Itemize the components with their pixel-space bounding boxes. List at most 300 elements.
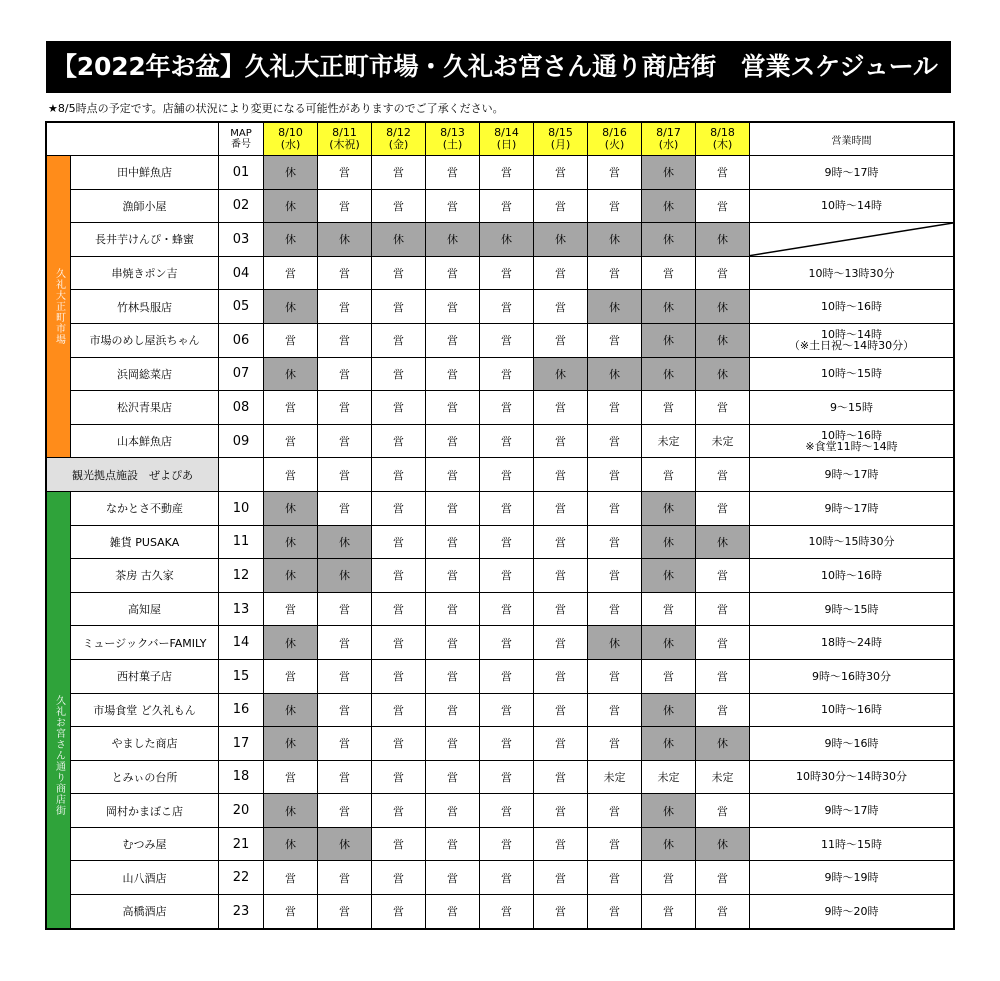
status-cell: 営 xyxy=(426,189,480,223)
status-cell: 営 xyxy=(480,458,534,492)
status-cell: 休 xyxy=(696,827,750,861)
status-cell: 営 xyxy=(480,693,534,727)
status-cell: 未定 xyxy=(696,424,750,458)
status-cell: 営 xyxy=(372,727,426,761)
status-cell: 営 xyxy=(372,391,426,425)
status-cell: 営 xyxy=(480,391,534,425)
table-row xyxy=(47,256,954,290)
date-header: 8/13 (土) xyxy=(426,123,480,156)
shop-name: むつみ屋 xyxy=(71,827,219,861)
status-cell: 休 xyxy=(318,559,372,593)
group-label-market xyxy=(47,156,71,458)
hours-line: 10時～14時 xyxy=(821,199,882,213)
status-cell: 営 xyxy=(588,156,642,190)
status-cell: 休 xyxy=(696,525,750,559)
status-cell: 営 xyxy=(426,525,480,559)
status-cell: 休 xyxy=(696,727,750,761)
status-cell: 営 xyxy=(696,391,750,425)
status-cell: 営 xyxy=(318,491,372,525)
map-number: 02 xyxy=(219,189,264,223)
status-cell: 営 xyxy=(588,659,642,693)
status-cell: 営 xyxy=(318,659,372,693)
status-cell: 営 xyxy=(480,290,534,324)
hours-line: 9時～17時 xyxy=(824,165,879,179)
business-hours xyxy=(750,794,954,828)
status-cell: 営 xyxy=(426,323,480,357)
table-row xyxy=(47,189,954,223)
status-cell: 休 xyxy=(696,357,750,391)
status-cell: 営 xyxy=(534,861,588,895)
status-cell: 営 xyxy=(426,491,480,525)
status-cell: 営 xyxy=(588,895,642,929)
map-number: 09 xyxy=(219,424,264,458)
status-cell: 営 xyxy=(264,424,318,458)
status-cell: 営 xyxy=(696,256,750,290)
schedule-table xyxy=(46,122,954,929)
status-cell: 営 xyxy=(534,525,588,559)
business-hours-none xyxy=(750,223,954,257)
shop-name: 田中鮮魚店 xyxy=(71,156,219,190)
status-cell: 休 xyxy=(264,491,318,525)
business-hours xyxy=(750,559,954,593)
shop-name: 岡村かまぼこ店 xyxy=(71,794,219,828)
status-cell: 営 xyxy=(426,458,480,492)
hours-line: ※食堂11時～14時 xyxy=(805,440,898,454)
status-cell: 営 xyxy=(372,559,426,593)
status-cell: 営 xyxy=(264,391,318,425)
status-cell: 営 xyxy=(696,895,750,929)
status-cell: 休 xyxy=(264,189,318,223)
business-hours xyxy=(750,256,954,290)
status-cell: 営 xyxy=(264,256,318,290)
status-cell: 営 xyxy=(588,458,642,492)
map-number: 01 xyxy=(219,156,264,190)
business-hours xyxy=(750,189,954,223)
table-row xyxy=(47,391,954,425)
business-hours xyxy=(750,693,954,727)
status-cell: 営 xyxy=(534,256,588,290)
shop-name: 長井芋けんぴ・蜂蜜 xyxy=(71,223,219,257)
status-cell: 営 xyxy=(372,659,426,693)
status-cell: 営 xyxy=(642,458,696,492)
status-cell: 営 xyxy=(372,424,426,458)
status-cell: 営 xyxy=(534,156,588,190)
hours-line: 10時～16時 xyxy=(821,568,882,582)
status-cell: 休 xyxy=(642,290,696,324)
hours-line: 9時～17時 xyxy=(824,468,879,482)
status-cell: 営 xyxy=(426,760,480,794)
map-number: 18 xyxy=(219,760,264,794)
status-cell: 営 xyxy=(318,156,372,190)
status-cell: 営 xyxy=(696,559,750,593)
hours-line: 10時～13時30分 xyxy=(808,266,895,280)
status-cell: 営 xyxy=(480,189,534,223)
shop-name: 山本鮮魚店 xyxy=(71,424,219,458)
status-cell: 営 xyxy=(696,189,750,223)
status-cell: 営 xyxy=(318,256,372,290)
hours-line: 9時～16時 xyxy=(824,736,879,750)
status-cell: 営 xyxy=(372,760,426,794)
status-cell: 休 xyxy=(264,357,318,391)
status-cell: 休 xyxy=(642,525,696,559)
status-cell: 営 xyxy=(264,861,318,895)
hours-line: 9時～20時 xyxy=(824,904,879,918)
status-cell: 営 xyxy=(318,424,372,458)
shop-name: 浜岡総菜店 xyxy=(71,357,219,391)
map-number: 03 xyxy=(219,223,264,257)
status-cell: 営 xyxy=(534,693,588,727)
status-cell: 休 xyxy=(534,357,588,391)
status-cell: 営 xyxy=(480,323,534,357)
status-cell: 休 xyxy=(264,827,318,861)
status-cell: 休 xyxy=(642,626,696,660)
shop-name: 雑貨 PUSAKA xyxy=(71,525,219,559)
map-number: 21 xyxy=(219,827,264,861)
status-cell: 営 xyxy=(426,626,480,660)
status-cell: 営 xyxy=(426,424,480,458)
business-hours xyxy=(750,491,954,525)
status-cell: 休 xyxy=(372,223,426,257)
status-cell: 休 xyxy=(534,223,588,257)
status-cell: 営 xyxy=(534,290,588,324)
status-cell: 営 xyxy=(534,760,588,794)
status-cell: 営 xyxy=(642,592,696,626)
status-cell: 営 xyxy=(318,794,372,828)
shop-name: とみぃの台所 xyxy=(71,760,219,794)
page-title: 【2022年お盆】久礼大正町市場・久礼お宮さん通り商店街 営業スケジュール xyxy=(46,41,951,93)
group-market-text: 久礼大正町市場 xyxy=(53,268,65,346)
date-header: 8/16 (火) xyxy=(588,123,642,156)
status-cell: 休 xyxy=(264,693,318,727)
business-hours xyxy=(750,727,954,761)
group-label-shotengai xyxy=(47,491,71,928)
status-cell: 営 xyxy=(696,794,750,828)
status-cell: 営 xyxy=(534,391,588,425)
status-cell: 休 xyxy=(642,223,696,257)
map-number: 04 xyxy=(219,256,264,290)
shop-name: 市場食堂 ど久礼もん xyxy=(71,693,219,727)
status-cell: 営 xyxy=(372,592,426,626)
shop-name: 山八酒店 xyxy=(71,861,219,895)
status-cell: 休 xyxy=(264,223,318,257)
business-hours xyxy=(750,424,954,458)
map-number xyxy=(219,458,264,492)
status-cell: 営 xyxy=(480,895,534,929)
table-row xyxy=(47,592,954,626)
hours-line: 11時～15時 xyxy=(821,837,882,851)
diagonal-slash-icon xyxy=(750,223,953,256)
status-cell: 営 xyxy=(534,491,588,525)
status-cell: 営 xyxy=(426,592,480,626)
status-cell: 休 xyxy=(642,559,696,593)
status-cell: 営 xyxy=(480,592,534,626)
status-cell: 営 xyxy=(318,357,372,391)
status-cell: 営 xyxy=(318,727,372,761)
map-number: 22 xyxy=(219,861,264,895)
status-cell: 休 xyxy=(642,827,696,861)
shop-name: ミュージックバーFAMILY xyxy=(71,626,219,660)
hours-line: 9時～17時 xyxy=(824,501,879,515)
status-cell: 休 xyxy=(264,794,318,828)
status-cell: 営 xyxy=(480,727,534,761)
map-number: 12 xyxy=(219,559,264,593)
status-cell: 営 xyxy=(588,424,642,458)
business-hours xyxy=(750,760,954,794)
date-header: 8/14 (日) xyxy=(480,123,534,156)
table-row xyxy=(47,760,954,794)
status-cell: 営 xyxy=(588,861,642,895)
status-cell: 休 xyxy=(264,727,318,761)
status-cell: 営 xyxy=(534,592,588,626)
status-cell: 営 xyxy=(480,491,534,525)
shop-name: なかとさ不動産 xyxy=(71,491,219,525)
status-cell: 営 xyxy=(426,827,480,861)
status-cell: 営 xyxy=(426,391,480,425)
status-cell: 営 xyxy=(480,357,534,391)
status-cell: 営 xyxy=(696,592,750,626)
status-cell: 休 xyxy=(588,626,642,660)
status-cell: 営 xyxy=(696,491,750,525)
business-hours xyxy=(750,861,954,895)
status-cell: 営 xyxy=(480,827,534,861)
status-cell: 営 xyxy=(588,827,642,861)
status-cell: 営 xyxy=(588,592,642,626)
status-cell: 営 xyxy=(534,794,588,828)
table-row xyxy=(47,223,954,257)
status-cell: 営 xyxy=(480,760,534,794)
table-row xyxy=(47,659,954,693)
business-hours xyxy=(750,626,954,660)
status-cell: 営 xyxy=(372,827,426,861)
map-number-header xyxy=(219,123,264,156)
hours-line: 9時～17時 xyxy=(824,804,879,818)
status-cell: 営 xyxy=(372,323,426,357)
hours-line: 10時～16時 xyxy=(821,703,882,717)
status-cell: 営 xyxy=(534,626,588,660)
status-cell: 営 xyxy=(318,895,372,929)
map-number: 07 xyxy=(219,357,264,391)
map-number: 10 xyxy=(219,491,264,525)
status-cell: 休 xyxy=(588,357,642,391)
schedule-body xyxy=(47,156,954,929)
hours-line: （※土日祝～14時30分） xyxy=(788,339,915,353)
shop-name: 竹林呉服店 xyxy=(71,290,219,324)
status-cell: 休 xyxy=(642,491,696,525)
status-cell: 営 xyxy=(534,559,588,593)
status-cell: 営 xyxy=(372,525,426,559)
status-cell: 営 xyxy=(534,458,588,492)
table-row xyxy=(47,156,954,190)
status-cell: 営 xyxy=(588,256,642,290)
status-cell: 休 xyxy=(696,223,750,257)
status-cell: 営 xyxy=(264,592,318,626)
map-number: 23 xyxy=(219,895,264,929)
status-cell: 休 xyxy=(642,156,696,190)
status-cell: 営 xyxy=(588,794,642,828)
status-cell: 営 xyxy=(318,458,372,492)
status-cell: 営 xyxy=(642,659,696,693)
shop-name: やました商店 xyxy=(71,727,219,761)
status-cell: 営 xyxy=(372,626,426,660)
table-row xyxy=(47,525,954,559)
status-cell: 休 xyxy=(642,357,696,391)
status-cell: 営 xyxy=(480,424,534,458)
hours-line: 10時～16時 xyxy=(821,300,882,314)
table-row xyxy=(47,559,954,593)
table-row xyxy=(47,794,954,828)
table-row xyxy=(47,424,954,458)
status-cell: 未定 xyxy=(588,760,642,794)
header-blank xyxy=(47,123,219,156)
status-cell: 休 xyxy=(318,525,372,559)
status-cell: 休 xyxy=(642,693,696,727)
status-cell: 営 xyxy=(642,391,696,425)
hours-line: 10時～15時 xyxy=(821,367,882,381)
status-cell: 休 xyxy=(588,223,642,257)
shop-name: 松沢青果店 xyxy=(71,391,219,425)
status-cell: 休 xyxy=(264,626,318,660)
status-cell: 営 xyxy=(588,391,642,425)
map-number: 08 xyxy=(219,391,264,425)
map-number: 13 xyxy=(219,592,264,626)
status-cell: 営 xyxy=(588,491,642,525)
status-cell: 営 xyxy=(426,156,480,190)
status-cell: 営 xyxy=(534,659,588,693)
status-cell: 営 xyxy=(426,290,480,324)
table-row xyxy=(47,861,954,895)
status-cell: 営 xyxy=(480,861,534,895)
status-cell: 休 xyxy=(264,559,318,593)
status-cell: 営 xyxy=(318,626,372,660)
status-cell: 営 xyxy=(696,458,750,492)
status-cell: 営 xyxy=(426,895,480,929)
table-row xyxy=(47,626,954,660)
business-hours xyxy=(750,458,954,492)
status-cell: 営 xyxy=(318,391,372,425)
hours-header: 営業時間 xyxy=(750,123,954,156)
status-cell: 営 xyxy=(426,861,480,895)
status-cell: 営 xyxy=(372,491,426,525)
status-cell: 営 xyxy=(318,592,372,626)
status-cell: 営 xyxy=(372,794,426,828)
table-row xyxy=(47,693,954,727)
map-number: 11 xyxy=(219,525,264,559)
status-cell: 営 xyxy=(534,189,588,223)
date-header: 8/12 (金) xyxy=(372,123,426,156)
business-hours xyxy=(750,895,954,929)
status-cell: 営 xyxy=(480,659,534,693)
status-cell: 営 xyxy=(372,256,426,290)
table-row xyxy=(47,357,954,391)
status-cell: 営 xyxy=(318,323,372,357)
table-row xyxy=(47,458,954,492)
map-number: 20 xyxy=(219,794,264,828)
status-cell: 休 xyxy=(264,156,318,190)
business-hours xyxy=(750,525,954,559)
table-row xyxy=(47,895,954,929)
number-label: 番号 xyxy=(231,139,251,150)
date-header: 8/17 (水) xyxy=(642,123,696,156)
status-cell: 営 xyxy=(696,861,750,895)
status-cell: 営 xyxy=(534,424,588,458)
status-cell: 営 xyxy=(372,357,426,391)
status-cell: 営 xyxy=(264,760,318,794)
status-cell: 営 xyxy=(318,760,372,794)
shop-name: 串焼きポン吉 xyxy=(71,256,219,290)
status-cell: 営 xyxy=(696,626,750,660)
shop-name: 観光拠点施設 ぜよぴあ xyxy=(47,458,219,492)
status-cell: 営 xyxy=(534,727,588,761)
business-hours xyxy=(750,391,954,425)
status-cell: 営 xyxy=(372,156,426,190)
business-hours xyxy=(750,323,954,357)
status-cell: 営 xyxy=(534,827,588,861)
map-number: 17 xyxy=(219,727,264,761)
status-cell: 未定 xyxy=(642,424,696,458)
status-cell: 営 xyxy=(372,861,426,895)
status-cell: 営 xyxy=(480,256,534,290)
table-row xyxy=(47,727,954,761)
status-cell: 営 xyxy=(588,189,642,223)
status-cell: 営 xyxy=(318,290,372,324)
shop-name: 茶房 古久家 xyxy=(71,559,219,593)
status-cell: 休 xyxy=(642,323,696,357)
hours-line: 9時～19時 xyxy=(824,871,879,885)
date-header: 8/11 (木祝) xyxy=(318,123,372,156)
hours-line: 9時～16時30分 xyxy=(812,669,891,683)
group-shotengai-text: 久礼お宮さん通り商店街 xyxy=(53,695,65,817)
hours-line: 10時～15時30分 xyxy=(808,535,895,549)
map-number: 06 xyxy=(219,323,264,357)
status-cell: 休 xyxy=(480,223,534,257)
status-cell: 休 xyxy=(642,794,696,828)
date-header: 8/10 (水) xyxy=(264,123,318,156)
hours-line: 10時～16時 xyxy=(821,429,882,443)
map-label: MAP xyxy=(230,128,252,139)
status-cell: 営 xyxy=(372,189,426,223)
shop-name: 漁師小屋 xyxy=(71,189,219,223)
status-cell: 営 xyxy=(264,895,318,929)
status-cell: 営 xyxy=(534,323,588,357)
status-cell: 休 xyxy=(318,223,372,257)
date-header: 8/18 (木) xyxy=(696,123,750,156)
status-cell: 営 xyxy=(588,727,642,761)
status-cell: 営 xyxy=(372,290,426,324)
business-hours xyxy=(750,357,954,391)
status-cell: 営 xyxy=(642,861,696,895)
business-hours xyxy=(750,156,954,190)
business-hours xyxy=(750,659,954,693)
status-cell: 営 xyxy=(426,659,480,693)
status-cell: 営 xyxy=(372,693,426,727)
business-hours xyxy=(750,827,954,861)
status-cell: 営 xyxy=(426,559,480,593)
status-cell: 営 xyxy=(588,559,642,593)
status-cell: 営 xyxy=(480,626,534,660)
status-cell: 営 xyxy=(426,794,480,828)
hours-line: 9～15時 xyxy=(830,400,873,414)
hours-line: 9時～15時 xyxy=(824,602,879,616)
shop-name: 西村菓子店 xyxy=(71,659,219,693)
status-cell: 営 xyxy=(588,693,642,727)
status-cell: 営 xyxy=(264,458,318,492)
status-cell: 営 xyxy=(588,525,642,559)
status-cell: 営 xyxy=(696,156,750,190)
status-cell: 未定 xyxy=(642,760,696,794)
status-cell: 営 xyxy=(426,727,480,761)
shop-name: 高知屋 xyxy=(71,592,219,626)
status-cell: 休 xyxy=(264,290,318,324)
